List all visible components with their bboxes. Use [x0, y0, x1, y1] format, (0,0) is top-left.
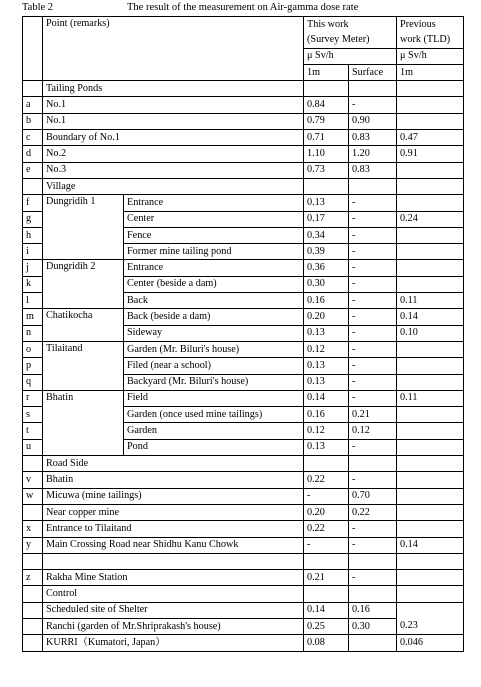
- value-previous: [397, 472, 464, 488]
- value-surface: 0.21: [349, 407, 397, 423]
- value-previous: 0.11: [397, 390, 464, 406]
- value-1m: 0.13: [304, 439, 349, 455]
- sub-point: Center (beside a dam): [124, 276, 304, 292]
- value-surface: -: [349, 521, 397, 537]
- point-name: Bhatin: [43, 472, 304, 488]
- value-previous: [397, 260, 464, 276]
- row-id: w: [23, 488, 43, 504]
- row-id: h: [23, 227, 43, 243]
- point-name: Entrance to Tilaitand: [43, 521, 304, 537]
- value-surface: -: [349, 309, 397, 325]
- sub-point: Back (beside a dam): [124, 309, 304, 325]
- header-row: [23, 17, 464, 33]
- header-prev-1: Previous: [397, 17, 464, 33]
- row-id: v: [23, 472, 43, 488]
- row-id: o: [23, 341, 43, 357]
- value-1m: 0.13: [304, 325, 349, 341]
- value-surface: -: [349, 276, 397, 292]
- value-1m: -: [304, 537, 349, 553]
- data-row: [23, 260, 464, 276]
- value-1m: 0.30: [304, 276, 349, 292]
- row-id: [23, 635, 43, 651]
- row-id: l: [23, 293, 43, 309]
- point-name: Main Crossing Road near Shidhu Kanu Chowk: [43, 537, 304, 553]
- point-name: No.1: [43, 97, 304, 113]
- row-id: r: [23, 390, 43, 406]
- value-1m: 0.08: [304, 635, 349, 651]
- value-previous: [397, 570, 464, 586]
- row-id: q: [23, 374, 43, 390]
- sub-point: Entrance: [124, 195, 304, 211]
- value-previous: [397, 374, 464, 390]
- header-this-work-2: (Survey Meter): [304, 32, 397, 48]
- sub-point: Entrance: [124, 260, 304, 276]
- row-id: c: [23, 130, 43, 146]
- sub-point: Back: [124, 293, 304, 309]
- data-row: [23, 635, 464, 651]
- header-col-1m: 1m: [304, 64, 349, 80]
- data-row: [23, 390, 464, 406]
- section-row: [23, 586, 464, 602]
- value-1m: 0.25: [304, 618, 349, 634]
- value-previous: [397, 423, 464, 439]
- value-surface: -: [349, 195, 397, 211]
- value-surface: 1.20: [349, 146, 397, 162]
- header-this-unit: μ Sv/h: [304, 48, 397, 64]
- value-1m: 0.16: [304, 407, 349, 423]
- sub-point: Center: [124, 211, 304, 227]
- header-col-surface: Surface: [349, 64, 397, 80]
- point-name: Rakha Mine Station: [43, 570, 304, 586]
- row-id: n: [23, 325, 43, 341]
- row-id: [23, 504, 43, 520]
- row-id: u: [23, 439, 43, 455]
- row-id: g: [23, 211, 43, 227]
- row-id: s: [23, 407, 43, 423]
- dose-rate-table: [22, 16, 464, 652]
- value-1m: 0.13: [304, 195, 349, 211]
- data-row: [23, 130, 464, 146]
- value-surface: -: [349, 537, 397, 553]
- data-row: [23, 618, 464, 634]
- row-id: d: [23, 146, 43, 162]
- point-name: No.3: [43, 162, 304, 178]
- value-previous: 0.14: [397, 309, 464, 325]
- header-prev-2: work (TLD): [397, 32, 464, 48]
- sub-point: Garden: [124, 423, 304, 439]
- point-name: No.2: [43, 146, 304, 162]
- value-surface: -: [349, 358, 397, 374]
- header-col-prev-1m: 1m: [397, 64, 464, 80]
- data-row: [23, 146, 464, 162]
- point-name: Near copper mine: [43, 504, 304, 520]
- section-empty: [349, 586, 397, 602]
- section-empty: [397, 586, 464, 602]
- row-id: z: [23, 570, 43, 586]
- value-previous: [397, 162, 464, 178]
- data-row: [23, 521, 464, 537]
- section-empty: [397, 178, 464, 194]
- section-id-cell: [23, 178, 43, 194]
- value-surface: -: [349, 244, 397, 260]
- value-previous: 0.47: [397, 130, 464, 146]
- value-1m: 0.13: [304, 374, 349, 390]
- data-row: [23, 341, 464, 357]
- value-surface: -: [349, 570, 397, 586]
- row-id: y: [23, 537, 43, 553]
- sub-point: Fence: [124, 227, 304, 243]
- sub-point: Backyard (Mr. Biluri's house): [124, 374, 304, 390]
- value-surface: -: [349, 439, 397, 455]
- village-name: Chatikocha: [43, 309, 124, 342]
- data-row: [23, 472, 464, 488]
- section-empty: [304, 178, 349, 194]
- sub-point: Former mine tailing pond: [124, 244, 304, 260]
- data-row: [23, 553, 464, 569]
- value-previous: 0.14: [397, 537, 464, 553]
- value-1m: 0.36: [304, 260, 349, 276]
- value-previous: [397, 276, 464, 292]
- value-surface: 0.90: [349, 113, 397, 129]
- value-previous: [397, 113, 464, 129]
- point-name: Scheduled site of Shelter: [43, 602, 304, 618]
- point-name: KURRI（Kumatori, Japan）: [43, 635, 304, 651]
- row-id: [23, 618, 43, 634]
- value-1m: 0.73: [304, 162, 349, 178]
- sub-point: Filed (near a school): [124, 358, 304, 374]
- section-row: [23, 456, 464, 472]
- value-surface: -: [349, 374, 397, 390]
- section-empty: [349, 178, 397, 194]
- value-1m: 0.16: [304, 293, 349, 309]
- table-title: The result of the measurement on Air-gamma dose rate: [127, 2, 359, 13]
- data-row: [23, 602, 464, 618]
- section-title: Road Side: [43, 456, 304, 472]
- row-id: [23, 553, 43, 569]
- header-id-cell: [23, 17, 43, 81]
- sub-point: Garden (once used mine tailings): [124, 407, 304, 423]
- point-name: Ranchi (garden of Mr.Shriprakash's house): [43, 618, 304, 634]
- section-title: Tailing Ponds: [43, 81, 304, 97]
- table-number: Table 2: [22, 2, 54, 13]
- table-caption: [22, 2, 462, 16]
- section-empty: [397, 456, 464, 472]
- row-id: [23, 602, 43, 618]
- row-id: b: [23, 113, 43, 129]
- data-row: [23, 504, 464, 520]
- section-empty: [304, 81, 349, 97]
- value-1m: 0.17: [304, 211, 349, 227]
- value-surface: 0.22: [349, 504, 397, 520]
- value-surface: 0.12: [349, 423, 397, 439]
- row-id: a: [23, 97, 43, 113]
- value-1m: 0.22: [304, 521, 349, 537]
- value-1m: 0.12: [304, 341, 349, 357]
- section-empty: [397, 81, 464, 97]
- value-previous: 0.91: [397, 146, 464, 162]
- sub-point: Field: [124, 390, 304, 406]
- village-name: Bhatin: [43, 390, 124, 455]
- value-previous: [397, 504, 464, 520]
- value-previous: 0.046: [397, 635, 464, 651]
- section-row: [23, 81, 464, 97]
- section-empty: [349, 81, 397, 97]
- value-1m: 0.84: [304, 97, 349, 113]
- value-1m: 0.14: [304, 390, 349, 406]
- village-name: Dungridih 1: [43, 195, 124, 260]
- value-previous: [397, 244, 464, 260]
- value-1m: 0.21: [304, 570, 349, 586]
- value-1m: 0.71: [304, 130, 349, 146]
- value-surface: 0.30: [349, 618, 397, 634]
- value-previous: [397, 521, 464, 537]
- header-this-work-1: This work: [304, 17, 397, 33]
- row-id: j: [23, 260, 43, 276]
- data-row: [23, 113, 464, 129]
- section-empty: [349, 456, 397, 472]
- value-previous: [397, 195, 464, 211]
- section-empty: [304, 456, 349, 472]
- row-id: k: [23, 276, 43, 292]
- value-surface: -: [349, 325, 397, 341]
- point-name: Micuwa (mine tailings): [43, 488, 304, 504]
- village-name: Dungridih 2: [43, 260, 124, 309]
- village-name: Tilaitand: [43, 341, 124, 390]
- section-empty: [304, 586, 349, 602]
- value-surface: -: [349, 211, 397, 227]
- value-surface: 0.16: [349, 602, 397, 618]
- value-previous: [397, 553, 464, 569]
- value-surface: -: [349, 260, 397, 276]
- value-surface: 0.83: [349, 130, 397, 146]
- section-row: [23, 178, 464, 194]
- value-previous: [397, 439, 464, 455]
- value-surface: 0.83: [349, 162, 397, 178]
- section-title: Control: [43, 586, 304, 602]
- data-row: [23, 309, 464, 325]
- header-prev-unit: μ Sv/h: [397, 48, 464, 64]
- row-id: x: [23, 521, 43, 537]
- header-point: Point (remarks): [43, 17, 304, 81]
- value-surface: -: [349, 293, 397, 309]
- value-1m: 0.12: [304, 423, 349, 439]
- value-1m: 0.14: [304, 602, 349, 618]
- value-previous: [397, 602, 464, 618]
- table-body: [23, 17, 464, 652]
- value-1m: [304, 553, 349, 569]
- value-surface: [349, 635, 397, 651]
- value-1m: 0.34: [304, 227, 349, 243]
- value-previous: 0.24: [397, 211, 464, 227]
- value-previous: 0.11: [397, 293, 464, 309]
- row-id: t: [23, 423, 43, 439]
- sub-point: Sideway: [124, 325, 304, 341]
- value-1m: 0.79: [304, 113, 349, 129]
- section-id-cell: [23, 81, 43, 97]
- value-previous: 0.10: [397, 325, 464, 341]
- value-surface: 0.70: [349, 488, 397, 504]
- value-1m: 0.22: [304, 472, 349, 488]
- data-row: [23, 537, 464, 553]
- point-name: [43, 553, 304, 569]
- value-1m: -: [304, 488, 349, 504]
- row-id: m: [23, 309, 43, 325]
- section-title: Village: [43, 178, 304, 194]
- sub-point: Pond: [124, 439, 304, 455]
- row-id: i: [23, 244, 43, 260]
- section-id-cell: [23, 456, 43, 472]
- row-id: p: [23, 358, 43, 374]
- value-1m: 0.13: [304, 358, 349, 374]
- data-row: [23, 488, 464, 504]
- value-surface: [349, 553, 397, 569]
- data-row: [23, 97, 464, 113]
- data-row: [23, 195, 464, 211]
- row-id: e: [23, 162, 43, 178]
- section-id-cell: [23, 586, 43, 602]
- value-previous: [397, 407, 464, 423]
- value-previous: [397, 97, 464, 113]
- value-surface: -: [349, 227, 397, 243]
- value-1m: 0.20: [304, 309, 349, 325]
- value-1m: 1.10: [304, 146, 349, 162]
- value-1m: 0.39: [304, 244, 349, 260]
- value-previous: [397, 227, 464, 243]
- value-previous: [397, 488, 464, 504]
- value-previous: [397, 341, 464, 357]
- value-previous: [397, 358, 464, 374]
- row-id: f: [23, 195, 43, 211]
- value-previous: 0.23: [397, 618, 464, 634]
- value-surface: -: [349, 341, 397, 357]
- value-surface: -: [349, 390, 397, 406]
- data-row: [23, 570, 464, 586]
- value-1m: 0.20: [304, 504, 349, 520]
- value-surface: -: [349, 472, 397, 488]
- point-name: Boundary of No.1: [43, 130, 304, 146]
- value-surface: -: [349, 97, 397, 113]
- sub-point: Garden (Mr. Biluri's house): [124, 341, 304, 357]
- point-name: No.1: [43, 113, 304, 129]
- data-row: [23, 162, 464, 178]
